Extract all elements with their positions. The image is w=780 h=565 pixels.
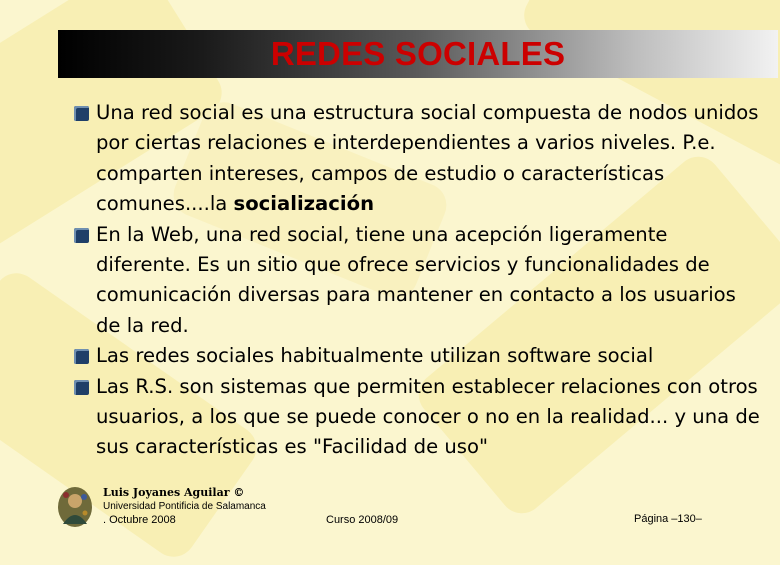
checkbox-bullet-icon <box>74 349 89 364</box>
slide-title: REDES SOCIALES <box>270 35 566 72</box>
bullet-text: Una red social es una estructura social compuesta de nodos unidos por ciertas relaciones e interdependientes a varios niveles. P.e. comparten intereses, campos de estudio o características comunes....la <box>96 101 759 216</box>
bullet-item <box>74 341 764 371</box>
bullet-item <box>74 372 764 463</box>
footer-university: Universidad Pontificia de Salamanca <box>103 501 266 512</box>
bullet-text: Las redes sociales habitualmente utilizan software social <box>96 344 654 368</box>
bullet-list <box>74 98 764 463</box>
footer-course: Curso 2008/09 <box>326 514 399 526</box>
footer-page-number: Página –130– <box>634 513 702 525</box>
bullet-text: Las R.S. son sistemas que permiten establecer relaciones con otros usuarios, a los que se puede conocer o no en la realidad... y una de sus características es "Facilidad de uso" <box>96 374 760 459</box>
footer-author: Luis Joyanes Aguilar © <box>103 486 245 499</box>
bullet-text: En la Web, una red social, tiene una acepción ligeramente diferente. Es un sitio que ofrece servicios y funcionalidades de comunicación diversas para mantener en contacto a los usuarios de la red. <box>96 222 736 337</box>
footer-date: . Octubre 2008 <box>103 514 176 526</box>
checkbox-bullet-icon <box>74 106 89 121</box>
bullet-item <box>74 220 764 342</box>
bullet-bold-term: socialización <box>233 192 375 216</box>
bullet-item <box>74 98 764 220</box>
checkbox-bullet-icon <box>74 228 89 243</box>
checkbox-bullet-icon <box>74 380 89 395</box>
portrait-icon <box>57 486 93 528</box>
